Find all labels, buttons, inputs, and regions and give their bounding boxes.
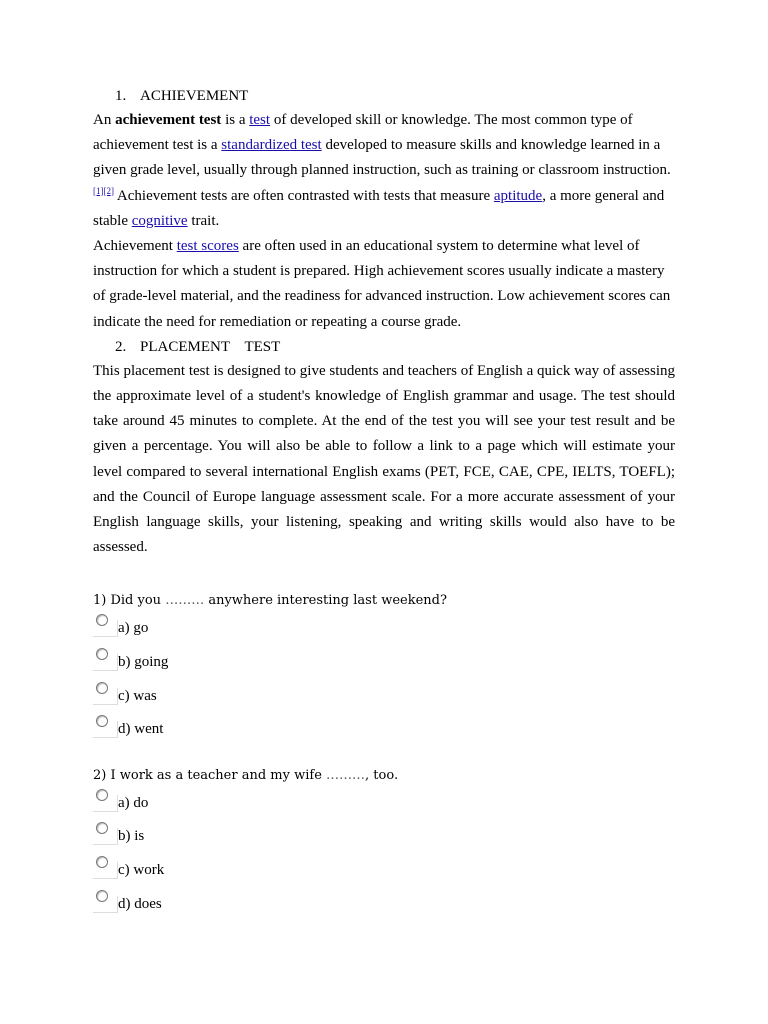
answer-option-c — [93, 856, 675, 890]
link-test[interactable]: test — [249, 112, 271, 128]
answer-option-b — [93, 648, 675, 682]
question-2 — [93, 763, 675, 923]
answer-option-a — [93, 614, 675, 648]
option-label: b) going — [118, 654, 169, 671]
answer-option-d — [93, 715, 675, 749]
link-cognitive[interactable]: cognitive — [131, 212, 188, 229]
achievement-paragraph-1: An achievement test is a test of developed skill or knowledge. The most common type of achievement test is a standardized test developed to measure skills and knowledge learned in a given grade level, usually through planned instruction, such as training or classroom instruction.[1][2] Achievement tests are often contrasted with tests that measure aptitude, a more general and stable cognitive trait. — [93, 112, 671, 229]
radio-button[interactable] — [96, 648, 108, 660]
question-text: 2) I work as a teacher and my wife ………, too. — [93, 767, 399, 783]
link-standardized-test[interactable]: standardized test — [221, 137, 322, 154]
section-title: PLACEMENT TEST — [140, 338, 281, 355]
link-test-scores[interactable]: test scores — [176, 238, 239, 255]
term-achievement-test: achievement test — [115, 112, 222, 128]
footnote-links[interactable]: [1][2] — [93, 185, 114, 196]
placement-paragraph: This placement test is designed to give students and teachers of English a quick way of assessing the approximate level of a student's knowledge of English grammar and usage. The test should take around 45 minutes to complete. At the end of the test you will see your test result and be given a percentage. You will also be able to follow a link to a page which will estimate your level compared to several international English exams (PET, FCE, CAE, CPE, IELTS, TOEFL); and the Council of Europe language assessment scale. For a more accurate assessment of your English language skills, your listening, speaking and writing skills would also have to be assessed. — [93, 362, 675, 556]
option-label: c) was — [118, 687, 157, 704]
section-number: 1. — [115, 88, 127, 104]
answer-option-d — [93, 890, 675, 924]
section-heading-placement-test — [93, 335, 675, 359]
option-label: b) is — [118, 828, 145, 845]
achievement-paragraph-2: Achievement test scores are often used in an educational system to determine what level of instruction for which a student is prepared. High achievement scores usually indicate a mastery of grade-level material, and the readiness for advanced instruction. Low achievement scores can indicate the need for remediation or repeating a course grade. — [93, 238, 671, 330]
question-1 — [93, 588, 675, 748]
option-label: a) do — [118, 794, 149, 811]
option-label: d) does — [118, 895, 162, 912]
radio-button[interactable] — [96, 789, 108, 801]
answer-option-a — [93, 789, 675, 823]
option-label: c) work — [118, 862, 165, 879]
question-text: 1) Did you ……… anywhere interesting last weekend? — [93, 593, 447, 609]
radio-button[interactable] — [96, 682, 108, 694]
section-heading-achievement — [93, 84, 675, 108]
section-number: 2. — [115, 338, 127, 355]
answer-option-b — [93, 822, 675, 856]
radio-button[interactable] — [96, 890, 108, 902]
option-label: a) go — [118, 620, 149, 637]
option-label: d) went — [118, 721, 164, 738]
answer-option-c — [93, 682, 675, 716]
section-title: ACHIEVEMENT — [140, 88, 249, 104]
link-aptitude[interactable]: aptitude — [493, 187, 543, 204]
radio-button[interactable] — [96, 856, 108, 868]
document-page — [93, 84, 675, 923]
